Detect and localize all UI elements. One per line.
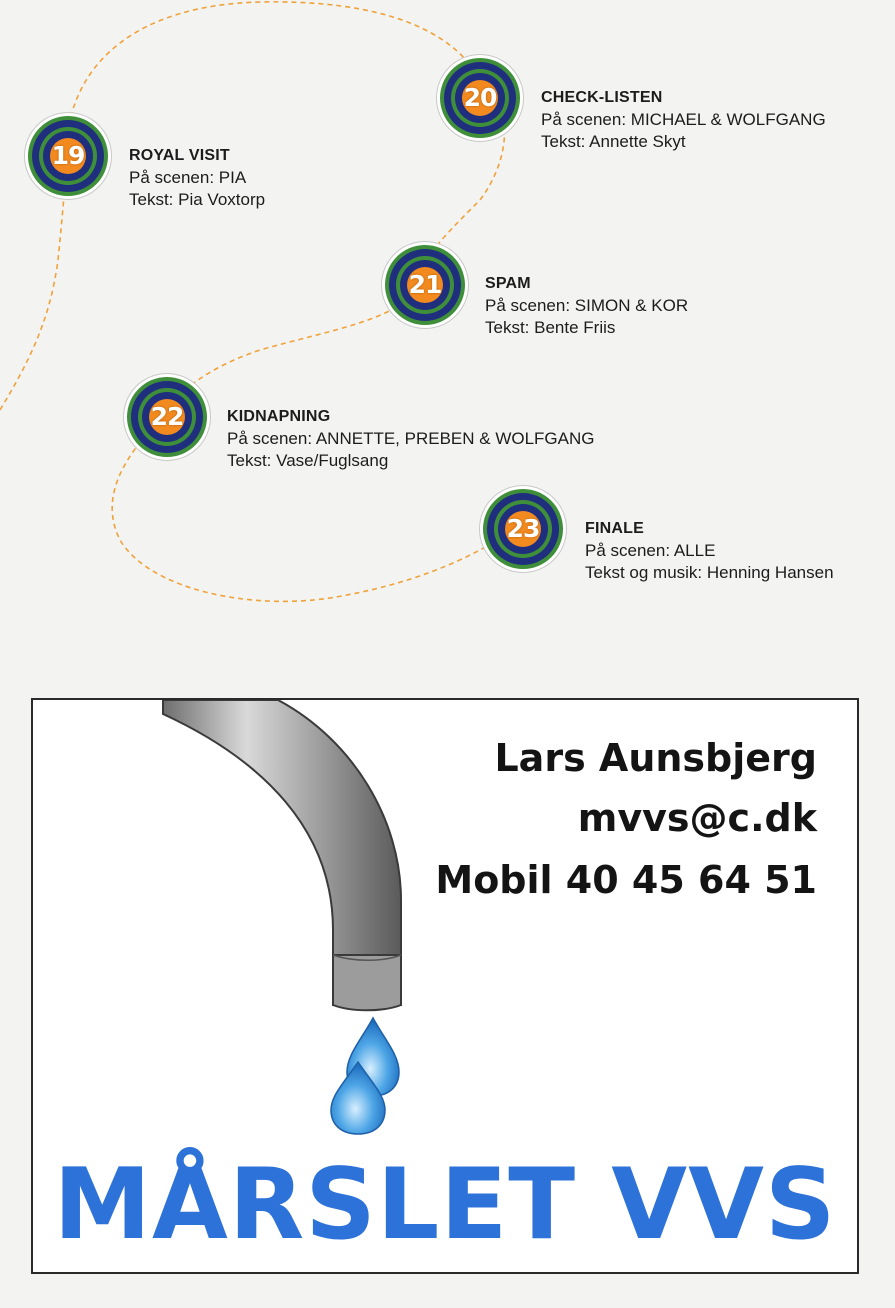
song-number-badge	[480, 486, 566, 572]
song-cast: På scenen: ALLE	[585, 541, 716, 560]
song-title: KIDNAPNING	[227, 408, 331, 425]
contact-phone: Mobil 40 45 64 51	[435, 858, 817, 902]
song-credit: Tekst: Pia Voxtorp	[129, 190, 266, 209]
song-credit: Tekst og musik: Henning Hansen	[585, 563, 834, 582]
song-title: CHECK-LISTEN	[541, 89, 663, 106]
song-cast: På scenen: PIA	[129, 168, 247, 187]
song-number: 21	[408, 270, 442, 299]
song-number: 22	[150, 402, 184, 431]
song-cast: På scenen: ANNETTE, PREBEN & WOLFGANG	[227, 429, 595, 448]
program-item	[129, 145, 265, 211]
song-number-badge	[25, 113, 111, 199]
water-drop-icon	[331, 1018, 399, 1134]
faucet-icon	[163, 700, 401, 1010]
song-number-badge	[124, 374, 210, 460]
song-cast: På scenen: MICHAEL & WOLFGANG	[541, 110, 826, 129]
company-name: MÅRSLET VVS	[53, 1148, 837, 1262]
song-number: 19	[51, 141, 85, 170]
song-credit: Tekst: Vase/Fuglsang	[227, 451, 389, 470]
song-number: 23	[506, 514, 540, 543]
song-title: SPAM	[485, 275, 531, 292]
contact-email: mvvs@c.dk	[577, 796, 817, 840]
song-credit: Tekst: Bente Friis	[485, 318, 616, 337]
song-title: ROYAL VISIT	[129, 147, 230, 164]
contact-name: Lars Aunsbjerg	[494, 736, 817, 780]
program-item	[585, 518, 834, 584]
song-number-badge	[437, 55, 523, 141]
program-item	[227, 406, 595, 472]
program-item	[541, 87, 826, 153]
song-cast: På scenen: SIMON & KOR	[485, 296, 689, 315]
sponsor-advert	[31, 698, 859, 1274]
song-title: FINALE	[585, 520, 644, 537]
song-number: 20	[463, 83, 497, 112]
song-number-badge	[382, 242, 468, 328]
program-item	[485, 273, 688, 339]
song-credit: Tekst: Annette Skyt	[541, 132, 686, 151]
